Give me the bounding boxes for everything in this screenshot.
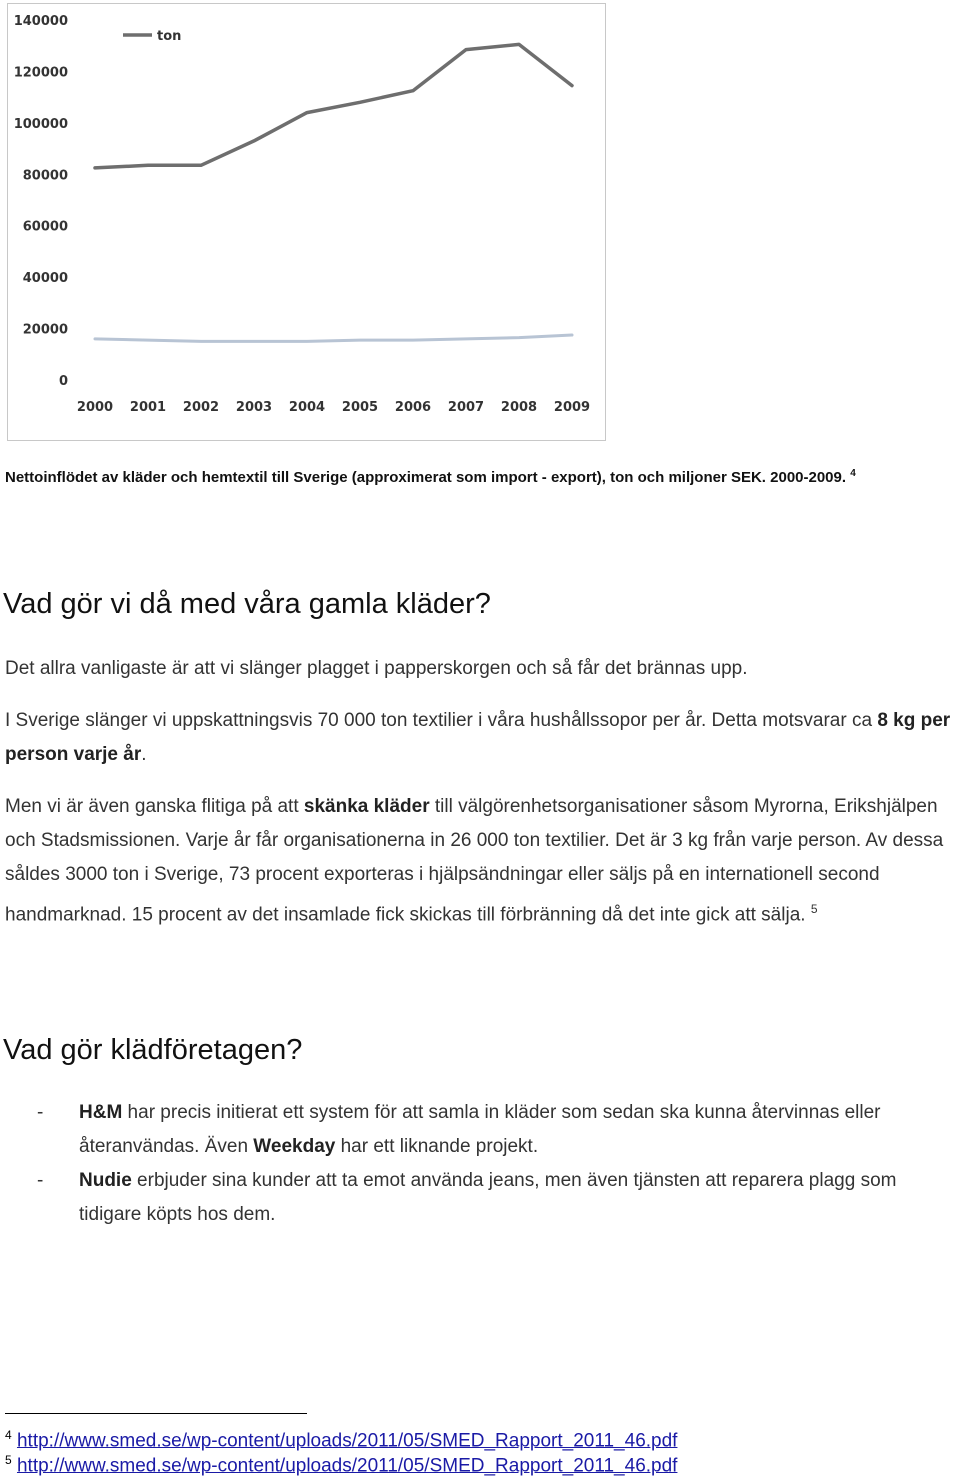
p2-text-a: I Sverige slänger vi uppskattningsvis 70 000 ton textilier i våra hushållssopor per år. Detta motsvarar ca [5,710,878,731]
dash-bullet: - [37,1170,44,1191]
company-hm: H&M [79,1102,123,1123]
y-tick-label: 20000 [22,322,68,338]
paragraph-household-waste [5,704,960,772]
footnote-link[interactable]: http://www.smed.se/wp-content/uploads/2011/05/SMED_Rapport_2011_46.pdf [16,1455,678,1477]
x-tick-label: 2009 [553,400,591,415]
footnote-link[interactable]: http://www.smed.se/wp-content/uploads/2011/05/SMED_Rapport_2011_46.pdf [16,1430,678,1452]
y-tick-label: 120000 [13,65,68,81]
y-tick-label: 60000 [22,219,68,235]
x-tick-label: 2000 [76,400,114,415]
x-tick-label: 2004 [288,400,326,415]
legend-label: ton [157,29,182,44]
list-item [0,1164,949,1232]
footnote-5 [5,1453,677,1477]
item-text: erbjuder sina kunder att ta emot använda jeans, men även tjänsten att reparera plagg som tidigare köpts hos dem. [79,1170,897,1225]
list-item [0,1096,949,1164]
paragraph-burn: Det allra vanligaste är att vi slänger plagget i papperskorgen och så får det brännas upp. [5,658,748,679]
section-heading-old-clothes: Vad gör vi då med våra gamla kläder? [3,588,491,620]
footnote-number: 4 [5,1428,12,1442]
item-text-end: har ett liknande projekt. [335,1136,539,1157]
paragraph-donations [5,790,960,932]
caption-text: Nettoinflödet av kläder och hemtextil till Sverige (approximerat som import - export), ton och miljoner SEK. 2000-2009. [5,469,847,486]
x-tick-label: 2005 [341,400,379,415]
dash-bullet: - [37,1102,44,1123]
chart-frame [7,3,606,441]
p3-footnote-ref: 5 [810,902,818,916]
company-nudie: Nudie [79,1170,132,1191]
caption-footnote-ref: 4 [850,468,856,479]
y-tick-label: 0 [58,374,68,389]
p3-bold: skänka kläder [303,796,430,817]
footnote-4 [5,1428,677,1452]
y-tick-label: 140000 [13,14,68,29]
y-tick-label: 100000 [13,116,68,132]
p2-text-c: . [141,744,147,765]
section-heading-companies: Vad gör klädföretagen? [3,1034,303,1066]
footnote-number: 5 [5,1453,12,1467]
line-chart [8,4,605,440]
y-tick-label: 80000 [22,168,68,184]
p3-text-a: Men vi är även ganska flitiga på att [5,796,304,817]
x-tick-label: 2007 [447,400,485,415]
p2-bold: 8 kg per person varje år [5,710,951,765]
series-line-ton [95,44,572,167]
item-text: har precis initierat ett system för att samla in kläder som sedan ska kunna återvinnas eller återanvändas. Även [79,1102,881,1157]
footnote-separator [5,1413,307,1414]
figure-caption [5,468,955,486]
x-tick-label: 2003 [235,400,273,415]
company-list [0,1096,960,1232]
x-tick-label: 2001 [129,400,167,415]
series-line-sek [95,335,572,341]
company-weekday: Weekday [253,1136,336,1157]
x-tick-label: 2006 [394,400,432,415]
x-tick-label: 2002 [182,400,220,415]
y-tick-label: 40000 [22,271,68,287]
x-tick-label: 2008 [500,400,538,415]
p3-text-c: till välgörenhetsorganisationer såsom Myrorna, Erikshjälpen och Stadsmissionen. Varje år får organisationerna in 26 000 ton textilier. Det är 3 kg från varje person. Av dessa såldes 3000 ton i Sverige, 73 procent exporteras i hjälpsändningar eller säljs på en internationell second handmarknad. 15 procent av det insamlade fick skickas till förbränning då det inte gick att sälja. [5,796,944,926]
